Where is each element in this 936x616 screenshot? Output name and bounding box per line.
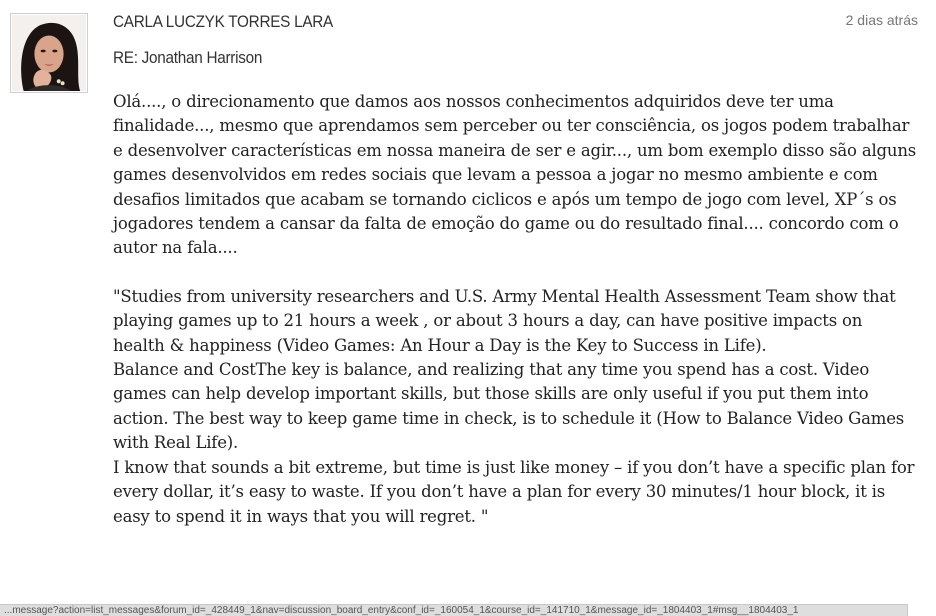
- post-timestamp: 2 dias atrás: [845, 12, 918, 28]
- user-photo-icon: [12, 15, 86, 91]
- post-paragraph: Olá...., o direcionamento que damos aos nossos conhecimentos adquiridos deve ter uma finalidade..., mesmo que aprendamos sem perceber ou ter consciência, os jogos podem trabalhar e desenvolver características em nossa maneira de ser e agir..., um bom exemplo disso são alguns games desenvolvidos em redes sociais que levam a pessoa a jogar no mesmo ambiente e com desafios limitados que acabam se tornando ciclicos e após um tempo de jogo com level, XP´s os jogadores tendem a cansar da falta de emoção do game ou do resultado final.... concordo com o autor na fala....: [113, 92, 917, 258]
- quote-paragraph: [113, 285, 918, 529]
- post-subject: RE: Jonathan Harrison: [113, 48, 263, 67]
- quote-line: Balance and CostThe key is balance, and realizing that any time you spend has a cost. Video games can help develop important skills, but those skills are only useful if you put them into action. The best way to keep game time in check, is to schedule it (How to Balance Video Games with Real Life).: [113, 360, 905, 453]
- post-body: [113, 90, 918, 529]
- quote-line: "Studies from university researchers and U.S. Army Mental Health Assessment Team show that playing games up to 21 hours a week , or about 3 hours a day, can have positive impacts on health & happiness (Video Games: An Hour a Day is the Key to Success in Life).: [113, 286, 896, 355]
- browser-status-bar: ...message?action=list_messages&forum_id=_428449_1&nav=discussion_board_entry&conf_id=_160054_1&course_id=_141710_1&message_id=_1804403_1#msg__1804403_1: [0, 604, 908, 616]
- author-name[interactable]: CARLA LUCZYK TORRES LARA: [113, 12, 333, 31]
- quote-line: I know that sounds a bit extreme, but time is just like money – if you don’t have a specific plan for every dollar, it’s easy to waste. If you don’t have a plan for every 30 minutes/1 hour block, it is easy to spend it in ways that you will regret. ": [113, 457, 915, 526]
- author-avatar[interactable]: [10, 13, 88, 93]
